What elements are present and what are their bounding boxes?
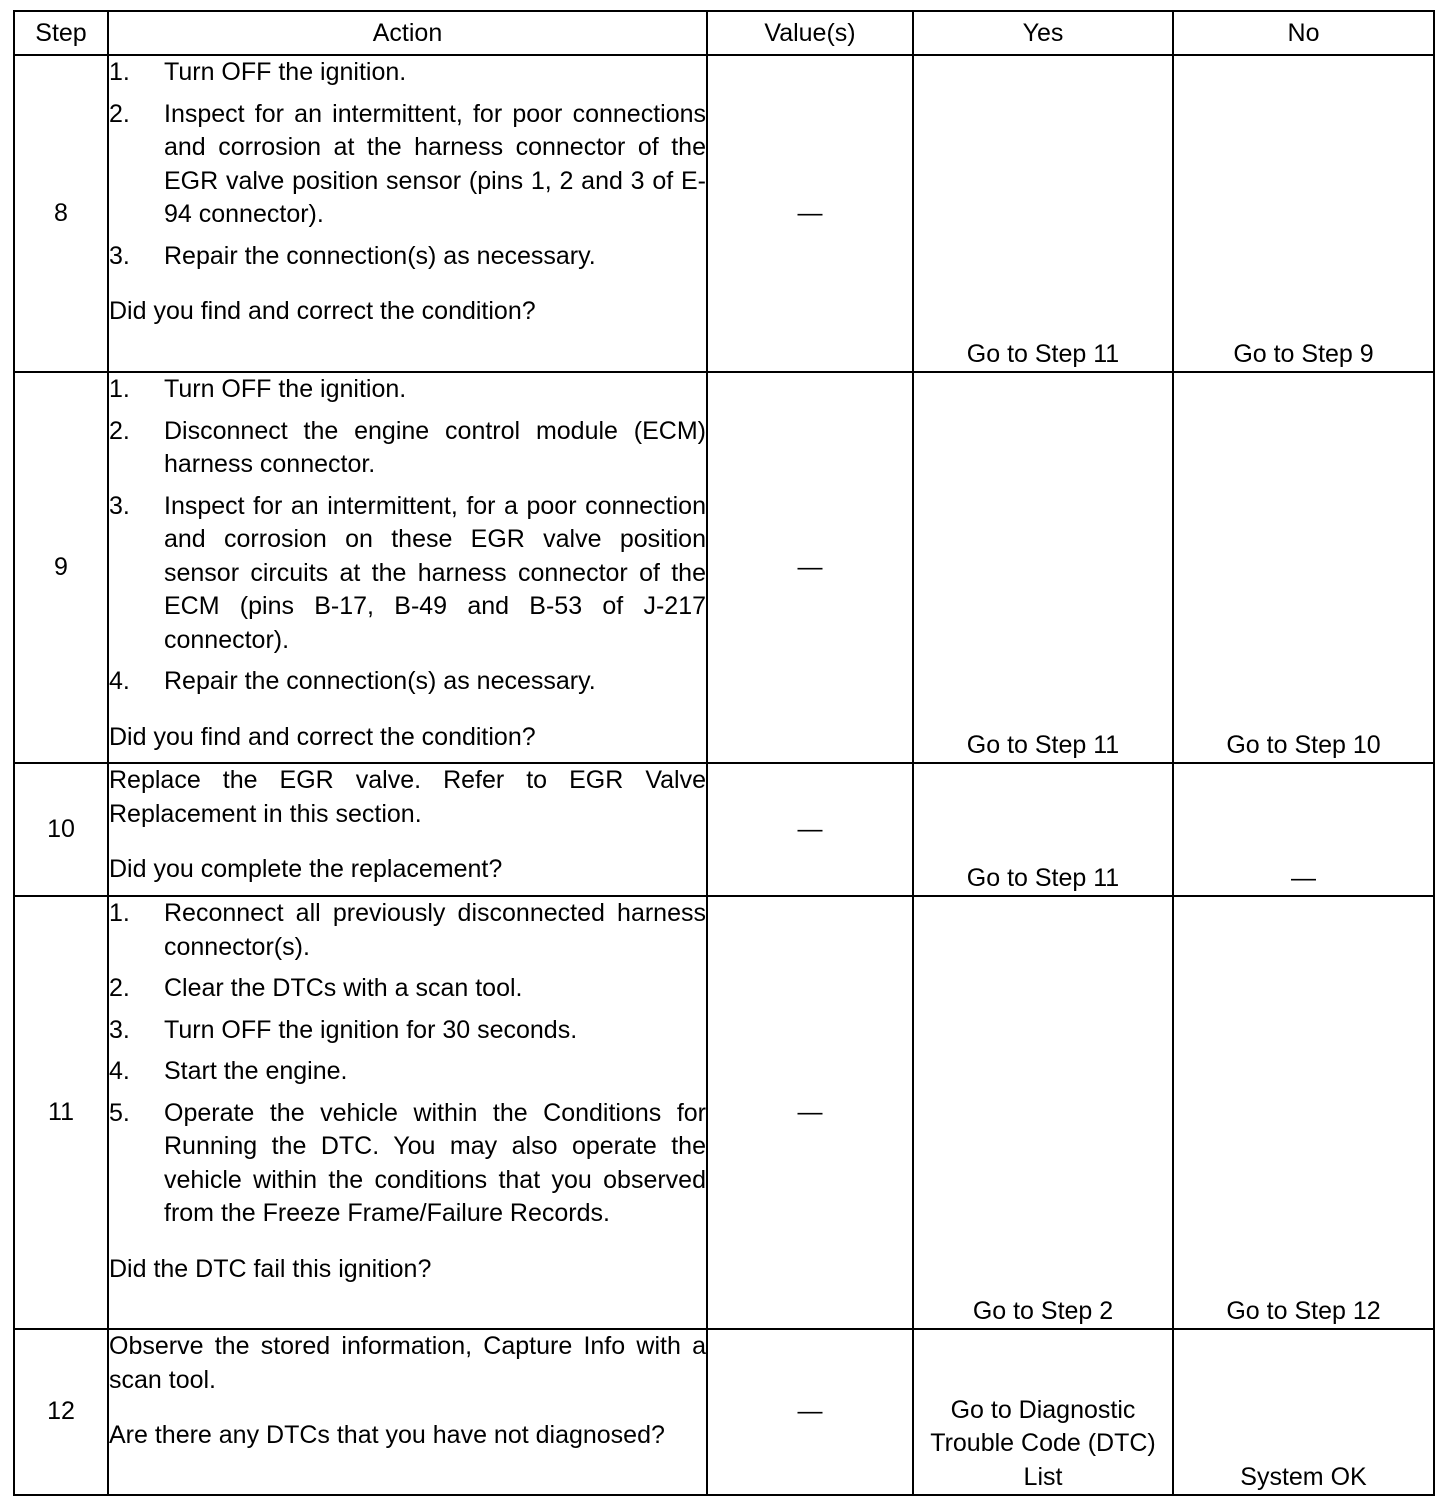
step-number: 10 xyxy=(14,763,108,896)
question-text: Are there any DTCs that you have not diagnosed? xyxy=(109,1421,665,1449)
step-number: 11 xyxy=(14,896,108,1329)
step-text: Turn OFF the ignition. xyxy=(164,375,407,403)
action-cell xyxy=(108,55,707,372)
action-step xyxy=(109,56,706,90)
step-index: 1. xyxy=(109,899,130,927)
yes-result: Go to Step 2 xyxy=(913,896,1173,1329)
header-yes: Yes xyxy=(913,11,1173,55)
header-no: No xyxy=(1173,11,1434,55)
no-result: System OK xyxy=(1173,1329,1434,1495)
no-result: Go to Step 12 xyxy=(1173,896,1434,1329)
table-row xyxy=(14,763,1434,896)
yes-result: Go to Diagnostic Trouble Code (DTC) List xyxy=(913,1329,1173,1495)
step-index: 4. xyxy=(109,667,130,695)
step-index: 2. xyxy=(109,99,130,128)
action-step xyxy=(109,373,706,407)
step-text: Start the engine. xyxy=(164,1057,348,1085)
action-step xyxy=(109,1097,706,1231)
no-result: Go to Step 10 xyxy=(1173,372,1434,763)
action-steps xyxy=(109,373,706,699)
step-number: 12 xyxy=(14,1329,108,1495)
question-text: Did you complete the replacement? xyxy=(109,855,503,883)
step-index: 2. xyxy=(109,974,130,1002)
value-cell: — xyxy=(707,55,913,372)
no-result: — xyxy=(1173,763,1434,896)
step-text: Reconnect all previously disconnected harness connector(s). xyxy=(164,899,706,961)
no-result: Go to Step 9 xyxy=(1173,55,1434,372)
yes-result: Go to Step 11 xyxy=(913,763,1173,896)
step-text: Clear the DTCs with a scan tool. xyxy=(164,974,523,1002)
header-step: Step xyxy=(14,11,108,55)
step-text: Inspect for an intermittent, for a poor connection and corrosion on these EGR valve position sensor circuits at the harness connector of the ECM (pins B-17, B-49 and B-53 of J-217 connector). xyxy=(164,491,706,654)
value-cell: — xyxy=(707,763,913,896)
step-text: Inspect for an intermittent, for poor connections and corrosion at the harness connector of the EGR valve position sensor (pins 1, 2 and 3 of E-94 connector). xyxy=(164,99,706,228)
action-step xyxy=(109,972,706,1006)
step-number: 9 xyxy=(14,372,108,763)
step-text: Turn OFF the ignition. xyxy=(164,58,407,86)
action-text: Observe the stored information, Capture Info with a scan tool. xyxy=(109,1332,706,1394)
step-text: Repair the connection(s) as necessary. xyxy=(164,667,596,695)
action-step xyxy=(109,490,706,658)
step-index: 2. xyxy=(109,416,130,445)
header-values: Value(s) xyxy=(707,11,913,55)
value-cell: — xyxy=(707,372,913,763)
question-text: Did you find and correct the condition? xyxy=(109,722,536,751)
action-step xyxy=(109,98,706,232)
step-text: Repair the connection(s) as necessary. xyxy=(164,241,596,270)
yes-result: Go to Step 11 xyxy=(913,372,1173,763)
step-text: Turn OFF the ignition for 30 seconds. xyxy=(164,1015,578,1044)
action-cell xyxy=(108,372,707,763)
value-cell: — xyxy=(707,896,913,1329)
action-cell xyxy=(108,1329,707,1495)
action-step xyxy=(109,897,706,964)
action-step xyxy=(109,415,706,482)
step-text: Operate the vehicle within the Conditions for Running the DTC. You may also operate the vehicle within the conditions that you observed from the Freeze Frame/Failure Records. xyxy=(164,1098,706,1227)
yes-result: Go to Step 11 xyxy=(913,55,1173,372)
step-index: 3. xyxy=(109,491,130,520)
step-index: 4. xyxy=(109,1057,130,1085)
header-action: Action xyxy=(108,11,707,55)
table-row xyxy=(14,1329,1434,1495)
header-row xyxy=(14,11,1434,55)
step-index: 3. xyxy=(109,1015,130,1044)
action-step xyxy=(109,1055,706,1089)
diagnostic-table xyxy=(13,10,1435,1496)
step-index: 1. xyxy=(109,375,130,403)
question-text: Did you find and correct the condition? xyxy=(109,297,536,325)
action-steps xyxy=(109,56,706,273)
question-text: Did the DTC fail this ignition? xyxy=(109,1254,432,1283)
action-cell xyxy=(108,896,707,1329)
action-steps xyxy=(109,897,706,1231)
action-text: Replace the EGR valve. Refer to EGR Valve Replacement in this section. xyxy=(109,766,706,828)
step-index: 5. xyxy=(109,1098,130,1127)
table-row xyxy=(14,55,1434,372)
action-step xyxy=(109,240,706,274)
action-step xyxy=(109,1014,706,1048)
action-cell xyxy=(108,763,707,896)
step-number: 8 xyxy=(14,55,108,372)
step-index: 1. xyxy=(109,58,130,86)
table-row xyxy=(14,372,1434,763)
action-step xyxy=(109,665,706,699)
step-index: 3. xyxy=(109,241,130,270)
table-row xyxy=(14,896,1434,1329)
step-text: Disconnect the engine control module (ECM) harness connector. xyxy=(164,416,706,478)
value-cell: — xyxy=(707,1329,913,1495)
